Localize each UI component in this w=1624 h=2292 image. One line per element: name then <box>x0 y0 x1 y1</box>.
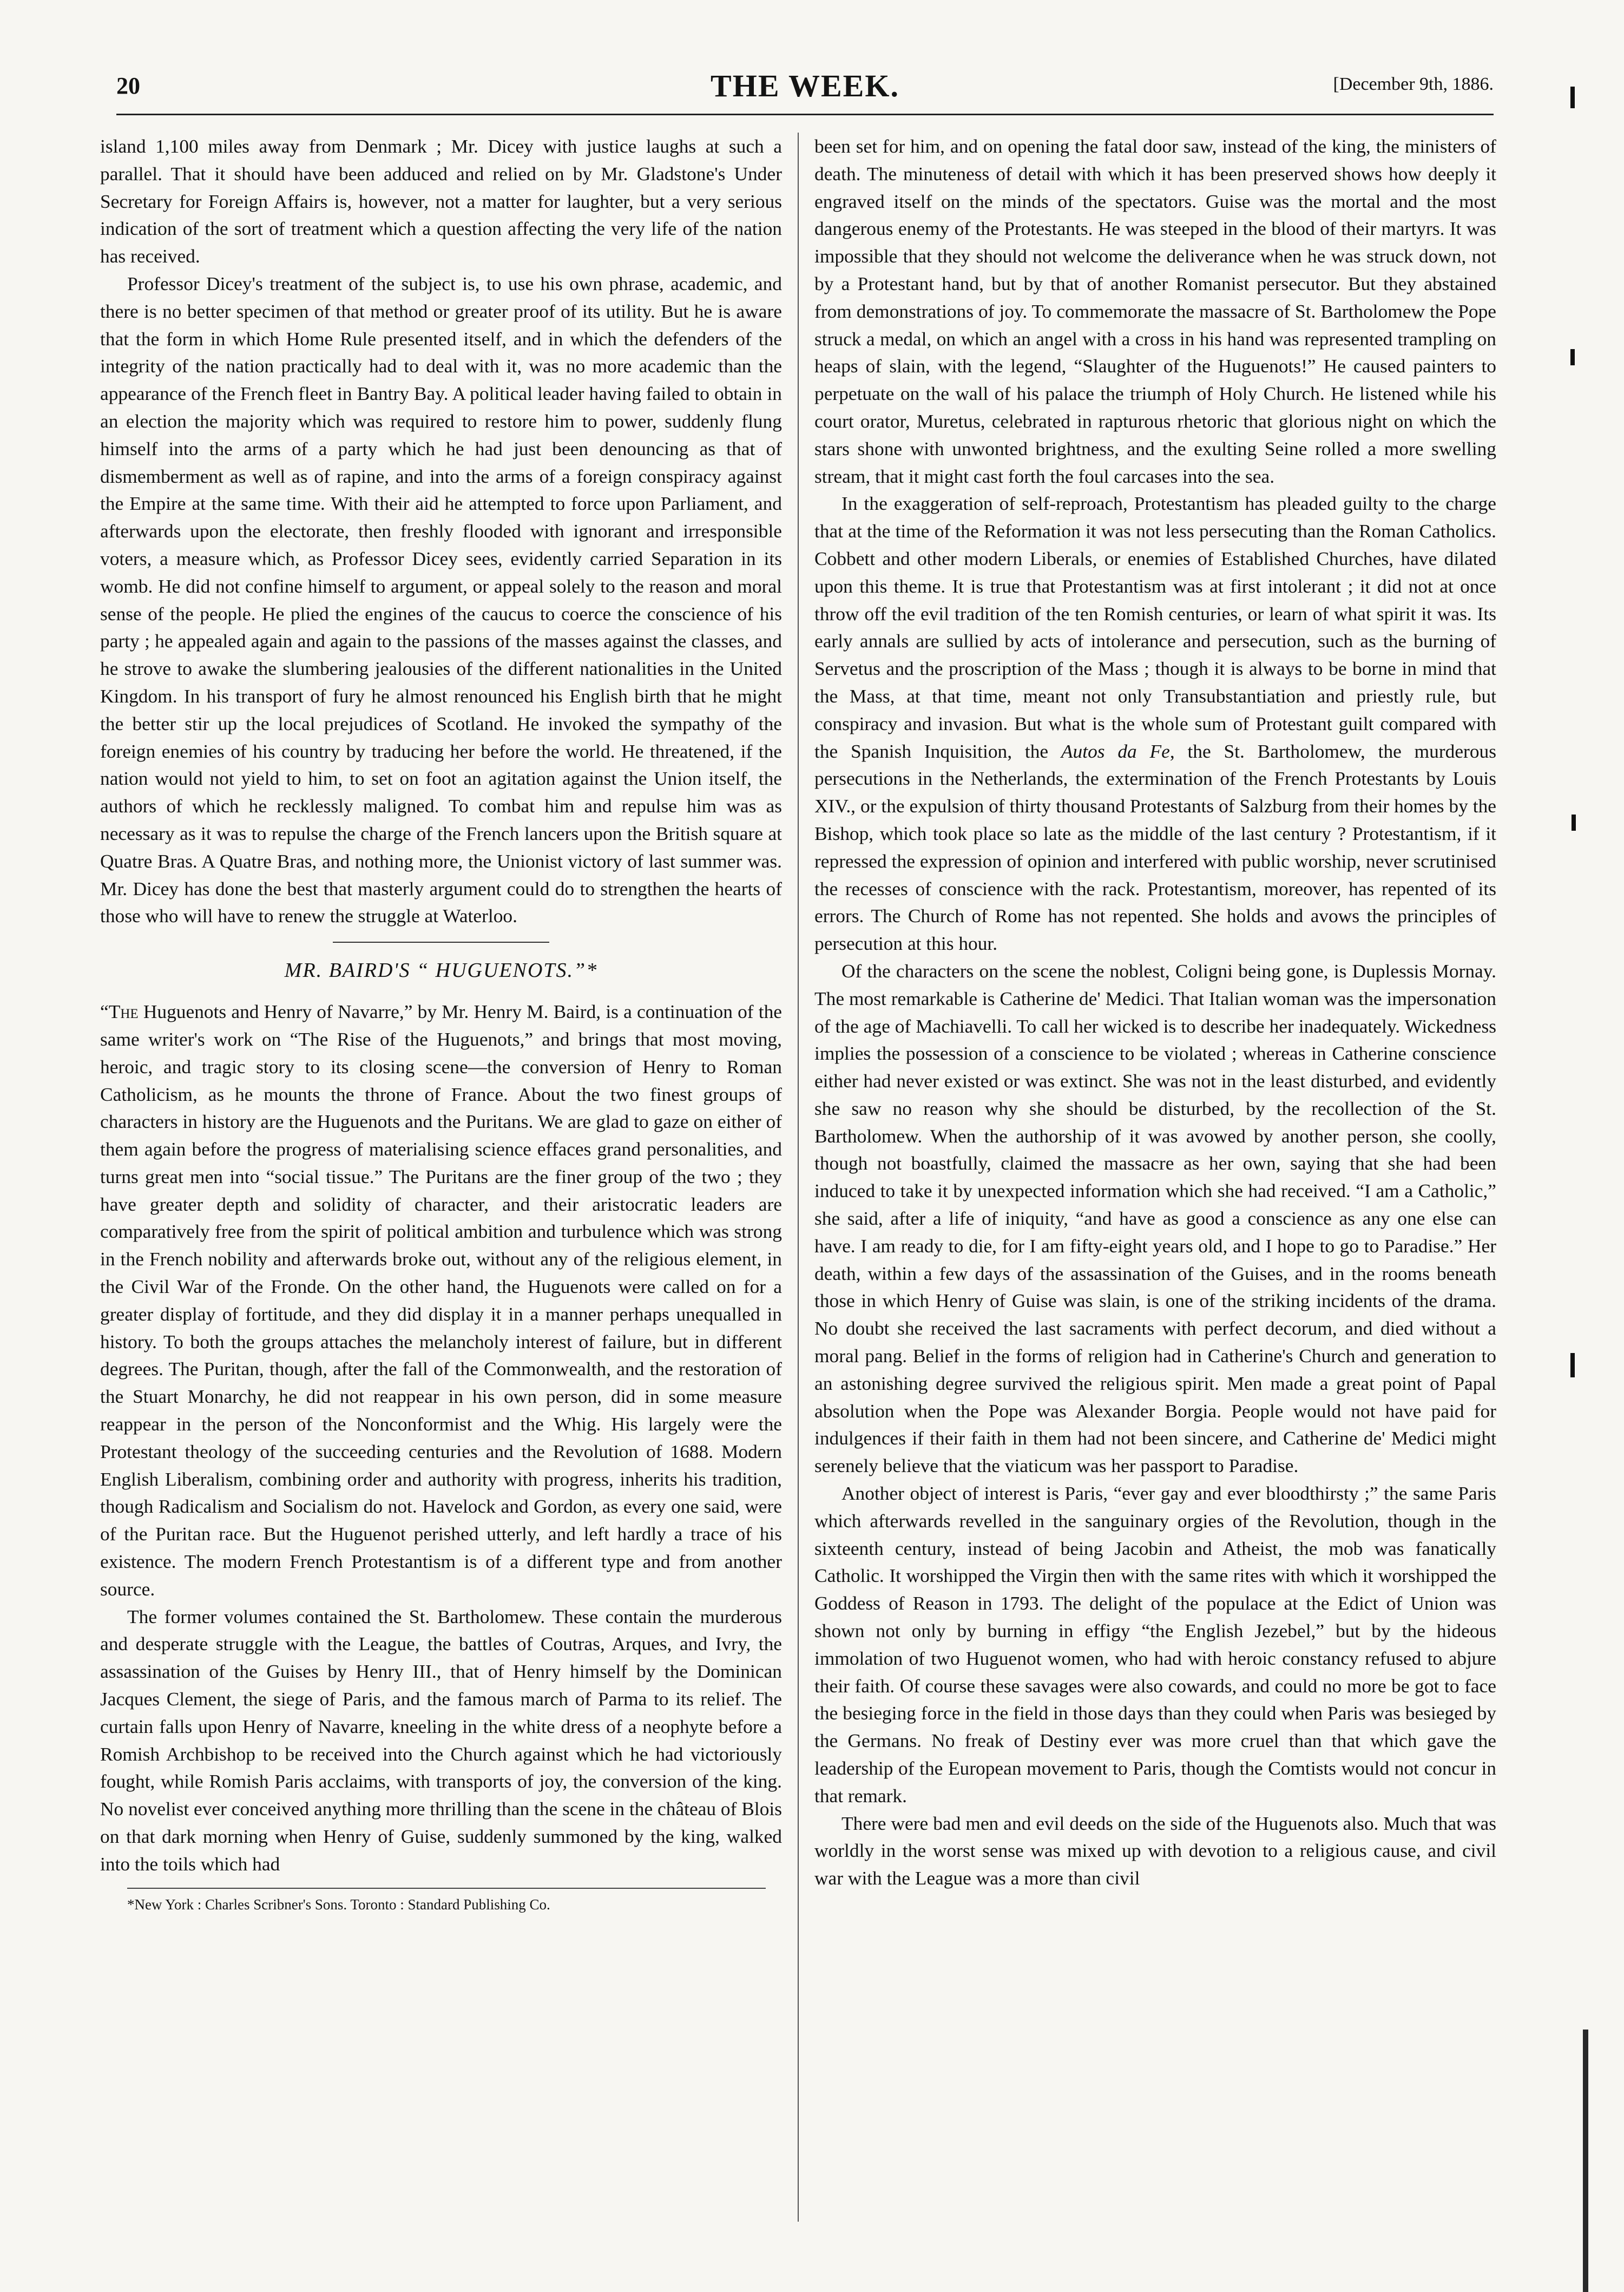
issue-date: [December 9th, 1886. <box>1333 74 1494 94</box>
page-header <box>116 68 1494 111</box>
scan-edge-shadow <box>1583 2030 1588 2292</box>
column-divider <box>798 133 799 2222</box>
page-number: 20 <box>116 73 140 99</box>
paragraph: been set for him, and on opening the fatal door saw, instead of the king, the ministers of death. The minuteness of detail with which it has been preserved shows how deeply it engraved itself on the minds of the spectators. Guise was the mortal and the most dangerous enemy of the Protestants. He was steeped in the blood of their martyrs. It was impossible that they should not welcome the deliverance when he was struck down, not by a Protestant hand, but by that of another Romanist persecutor. But they abstained from demonstrations of joy. To commemorate the massacre of St. Bartholomew the Pope struck a medal, on which an angel with a cross in his hand was represented trampling on heaps of slain, with the legend, “Slaughter of the Huguenots!” He caused painters to perpetuate on the wall of his palace the triumph of Holy Church. He listened while his court orator, Muretus, celebrated in rapturous rhetoric that glorious night on which the stars shone with unwonted brightness, and the exulting Seine rolled a more swelling stream, that it might cast forth the foul carcases into the sea. <box>814 135 1496 487</box>
scan-margin-mark <box>1570 87 1575 108</box>
paragraph: Of the characters on the scene the noblest, Coligni being gone, is Duplessis Mornay. The most remarkable is Catherine de' Medici. That Italian woman was the impersonation of the age of Machiavelli. To call her wicked is to describe her inadequately. Wickedness implies the possession of a conscience to be violated ; whereas in Catherine conscience either had never existed or was extinct. She was not in the least disturbed, and evidently she saw no reason why she should be disturbed, by the recollection of the St. Bartholomew. When the authorship of it was avowed by another person, she coolly, though not boastfully, claimed the massacre as her own, saying that she had been induced to take it by unexpected information which she had received. “I am a Catholic,” she said, after a life of iniquity, “and have as good a conscience as any one else can have. I am ready to die, for I am fifty-eight years old, and I hope to go to Paradise.” Her death, within a few days of the assassination of the Guises, and in the rooms beneath those in which Henry of Guise was slain, is one of the striking incidents of the drama. No doubt she received the last sacraments with perfect decorum, and died without a moral pang. Belief in the forms of religion had in Catherine's Church and generation to an astonishing degree survived the religious spirit. Men made a great point of Papal absolution when the Pope was Alexander Borgia. People would not have paid for indulgences if their faith in them had not been sincere, and Catherine de' Medici might serenely believe that the viaticum was her passport to Paradise. <box>814 960 1496 1477</box>
right-column <box>814 133 1496 2265</box>
footnote-rule <box>127 1888 766 1889</box>
paragraph: island 1,100 miles away from Denmark ; Mr. Dicey with justice laughs at such a parallel. That it should have been adduced and relied on by Mr. Gladstone's Under Secretary for Foreign Affairs is, however, not a matter for laughter, but a very serious indication of the sort of treatment which a question affecting the very life of the nation has received. <box>100 135 782 267</box>
footnote: *New York : Charles Scribner's Sons. Toronto : Standard Publishing Co. <box>127 1896 550 1913</box>
paragraph: Professor Dicey's treatment of the subject is, to use his own phrase, academic, and there is no better specimen of that method or greater proof of its utility. But he is aware that the form in which Home Rule presented itself, and in which the defenders of the integrity of the nation practically had to deal with it, was no more academic than the appearance of the French fleet in Bantry Bay. A political leader having failed to obtain in an election the majority which was required to restore him to power, suddenly flung himself into the arms of a party which he had just been denouncing as that of dismemberment as well as of rapine, and into the arms of a foreign conspiracy against the Empire at the same time. With their aid he attempted to force upon Parliament, and afterwards upon the electorate, then freshly flooded with ignorant and irresponsible voters, a measure which, as Professor Dicey sees, evidently carried Separation in its womb. He did not confine himself to argument, or appeal solely to the reason and moral sense of the people. He plied the engines of the caucus to coerce the conscience of his party ; he appealed again and again to the passions of the masses against the classes, and he strove to awake the slumbering jealousies of the different nationalities in the United Kingdom. In his transport of fury he almost renounced his English birth that he might the better stir up the local prejudices of Scotland. He invoked the sympathy of the foreign enemies of his country by traducing her before the world. He threatened, if the nation would not yield to him, to set on foot an agitation against the Union itself, the authors of which he recklessly maligned. To combat him and repulse him was as necessary as it was to repulse the charge of the French lancers upon the British square at Quatre Bras. A Quatre Bras, and nothing more, the Unionist victory of last summer was. Mr. Dicey has done the best that masterly argument could do to strengthen the hearts of those who will have to renew the struggle at Waterloo. <box>100 272 782 927</box>
scan-margin-mark <box>1570 1353 1575 1377</box>
paragraph-text: Huguenots and Henry of Navarre,” by Mr. Henry M. Baird, is a continuation of the same writer's work on “The Rise of the Huguenots,” and brings that most moving, heroic, and tragic story to its closing scene—the conversion of Henry to Roman Catholicism, as he mounts the throne of France. About the two finest groups of characters in history are the Huguenots and the Puritans. We are glad to gaze on either of them again before the progress of materialising science effaces grand personalities, and turns great men into “social tissue.” The Puritans are the finer group of the two ; they have greater depth and solidity of character, and their aristocratic leaders are comparatively free from the spirit of political ambition and turbulence which was strong in the French nobility and afterwards broke out, without any of the religious element, in the Civil War of the Fronde. On the other hand, the Huguenots were called on for a greater display of fortitude, and they did display it in a manner perhaps unequalled in history. To both the groups attaches the melancholy interest of failure, but in different degrees. The Puritan, though, after the fall of the Commonwealth, and the restoration of the Stuart Monarchy, he did not reappear in his own person, did in some measure reappear in the person of the Nonconformist and the Whig. His largely were the Protestant theology of the succeeding centuries and the Revolution of 1688. Modern English Liberalism, combining order and authority with progress, inherits his tradition, though Radicalism and Socialism do not. Havelock and Gordon, as every one said, were of the Puritan race. But the Huguenot perished utterly, and left hardly a trace of his existence. The modern French Protestantism is of a different type and from another source. <box>100 1001 782 1600</box>
scan-margin-mark <box>1570 349 1575 365</box>
left-column <box>100 133 782 2265</box>
paragraph-text: , the St. Bartholomew, the murderous persecutions in the Netherlands, the extermination of the French Protestants by Louis XIV., or the expulsion of thirty thousand Protestants of Salzburg from their homes by the Bishop, which took place so late as the middle of the last century ? Protestantism, if it repressed the expression of opinion and interfered with public worship, never scrutinised the recesses of conscience with the rack. Protestantism, moreover, has repented of its errors. The Church of Rome has not repented. She holds and avows the principles of persecution at this hour. <box>814 740 1496 955</box>
masthead: THE WEEK. <box>711 68 899 103</box>
paragraph: The former volumes contained the St. Bartholomew. These contain the murderous and desperate struggle with the League, the battles of Coutras, Arques, and Ivry, the assassination of the Guises by Henry III., that of Henry himself by the Dominican Jacques Clement, the siege of Paris, and the famous march of Parma to its relief. The curtain falls upon Henry of Navarre, kneeling in the white dress of a neophyte before a Romish Archbishop to be received into the Church against which he had victoriously fought, while Romish Paris acclaims, with transports of joy, the conversion of the king. No novelist ever conceived anything more thrilling than the scene in the château of Blois on that dark morning when Henry of Guise, suddenly summoned by the king, walked into the toils which had <box>100 1605 782 1875</box>
paragraph: Another object of interest is Paris, “ever gay and ever bloodthirsty ;” the same Paris which afterwards revelled in the sanguinary orgies of the Revolution, though in the sixteenth century, instead of being Jacobin and Atheist, the mob was fanatically Catholic. It worshipped the Virgin then with the same rites with which it worshipped the Goddess of Reason in 1793. The delight of the populace at the Edict of Union was shown not only by burning in effigy “the English Jezebel,” but by the hideous immolation of two Huguenot women, who had with heroic constancy refused to abjure their faith. Of course these savages were also cowards, and could no more be got to face the besieging force in the field in those days than they could when Paris was besieged by the Germans. No freak of Destiny ever was more cruel than that which gave the leadership of the European movement to Paris, though the Comtists would not concur in that remark. <box>814 1482 1496 1807</box>
paragraph <box>814 490 1496 957</box>
paragraph-text: In the exaggeration of self-reproach, Protestantism has pleaded guilty to the charge that at the time of the Reformation it was not less persecuting than the Roman Catholics. Cobbett and other modern Liberals, or enemies of Established Churches, have dilated upon this theme. It is true that Protestantism was at first intolerant ; it did not at once throw off the evil tradition of the ten Romish centuries, or learn of what spirit it was. Its early annals are sullied by acts of intolerance and persecution, such as the burning of Servetus and the proscription of the Mass ; though it is always to be borne in mind that the Mass, at that time, meant not only Transubstantiation and priestly rule, but conspiracy and invasion. But what is the whole sum of Protestant guilt compared with the Spanish Inquisition, the <box>814 492 1496 762</box>
paragraph <box>100 998 782 1603</box>
lead-words: “The <box>100 1001 139 1023</box>
header-rule <box>116 114 1494 115</box>
scan-margin-mark <box>1572 815 1576 831</box>
paragraph: There were bad men and evil deeds on the side of the Huguenots also. Much that was worldly in the worst sense was mixed up with devotion to a religious cause, and civil war with the League was a more than civil <box>814 1812 1496 1889</box>
article-title: MR. BAIRD'S “ HUGUENOTS.”* <box>284 959 598 982</box>
italic-term: Autos da Fe <box>1061 740 1170 762</box>
section-divider <box>333 942 549 943</box>
